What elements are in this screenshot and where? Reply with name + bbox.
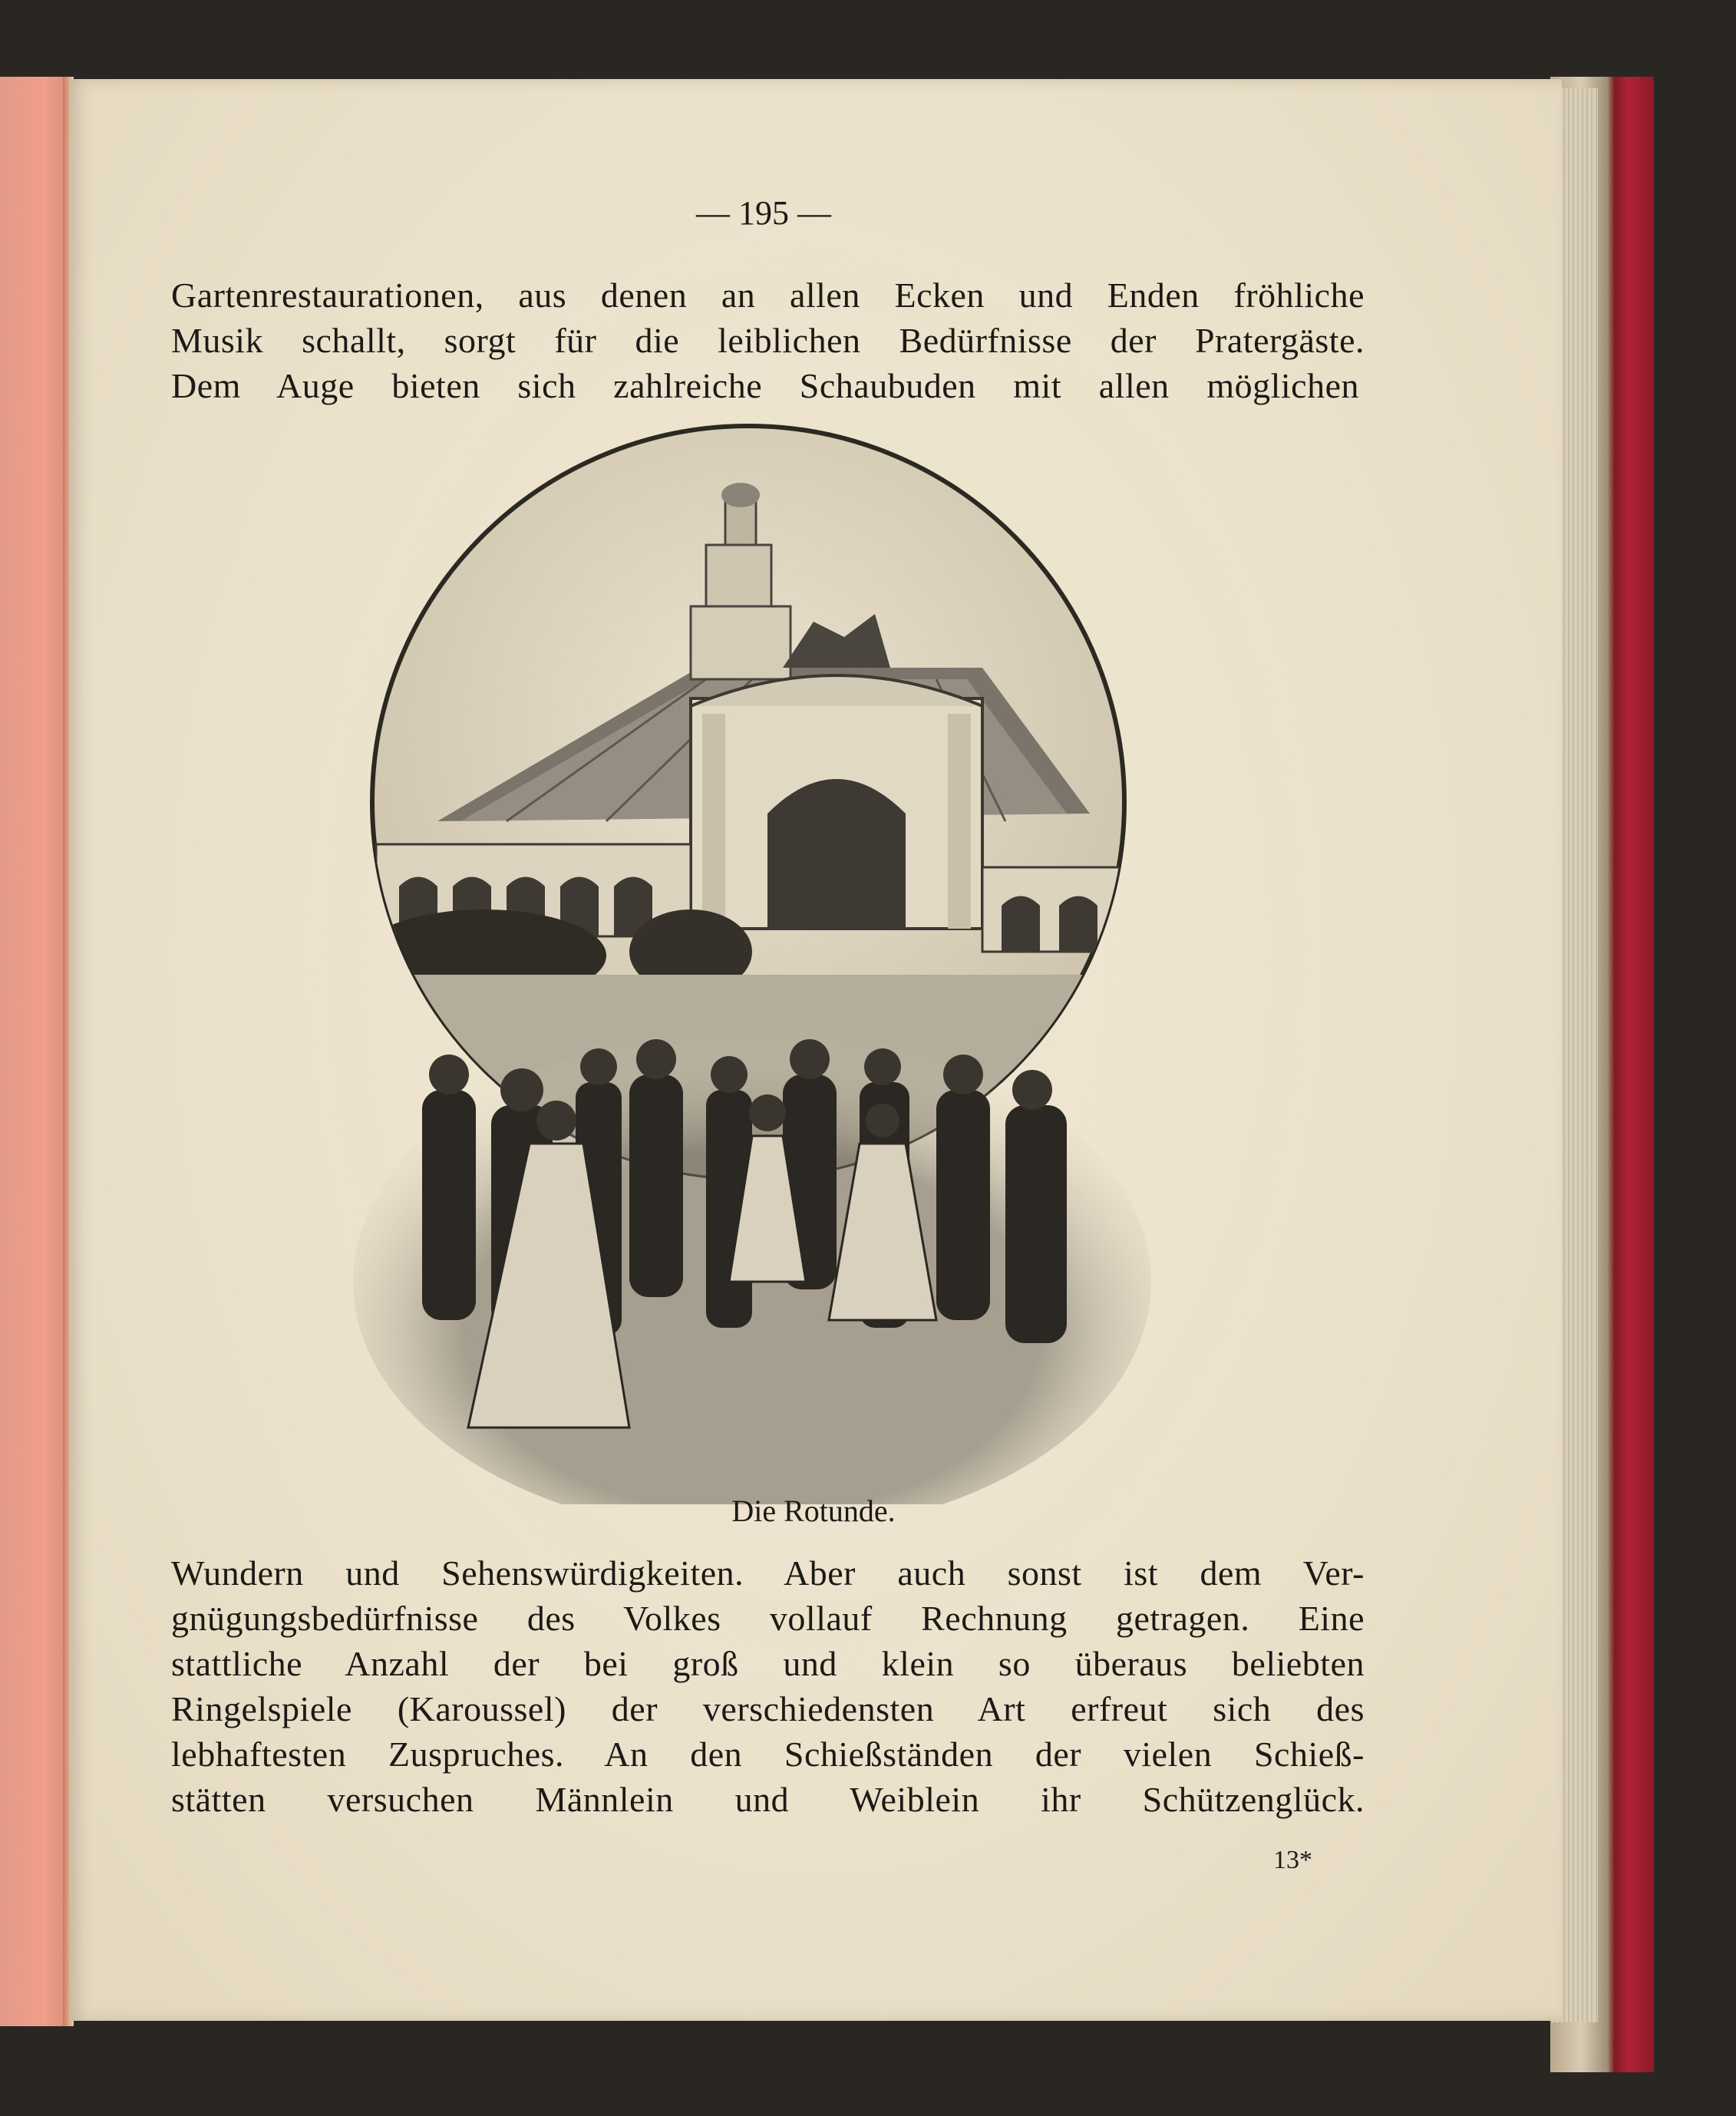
text-line: Gartenrestaurationen, aus denen an allen Ecken und Enden fröhliche [171,276,1365,315]
signature-mark: 13* [1273,1846,1312,1874]
paragraph-bottom [171,1550,1365,1822]
rotunde-illustration [353,414,1151,1504]
crowd [353,1028,1151,1504]
text-line: Musik schallt, sorgt für die leiblichen Bedürfnisse der Pratergäste. [171,321,1365,360]
book-cover-left [0,77,73,2026]
text-line: gnügungsbedürfnisse des Volkes vollauf Rechnung getragen. Eine [171,1599,1365,1638]
text-line: Ringelspiele (Karoussel) der verschiedensten Art erfreut sich des [171,1689,1365,1728]
text-line: Dem Auge bieten sich zahlreiche Schaubuden mit allen möglichen [171,366,1359,405]
page-number: — 195 — [696,194,831,232]
text-line: stätten versuchen Männlein und Weiblein ihr Schützenglück. [171,1780,1365,1819]
text-line: lebhaftesten Zuspruches. An den Schießständen der vielen Schieß- [171,1735,1365,1774]
text-line: Wundern und Sehenswürdigkeiten. Aber auch sonst ist dem Ver- [171,1553,1365,1593]
figure-caption: Die Rotunde. [731,1494,896,1528]
text-line: stattliche Anzahl der bei groß und klein so überaus beliebten [171,1644,1365,1683]
paragraph-top [171,272,1365,408]
